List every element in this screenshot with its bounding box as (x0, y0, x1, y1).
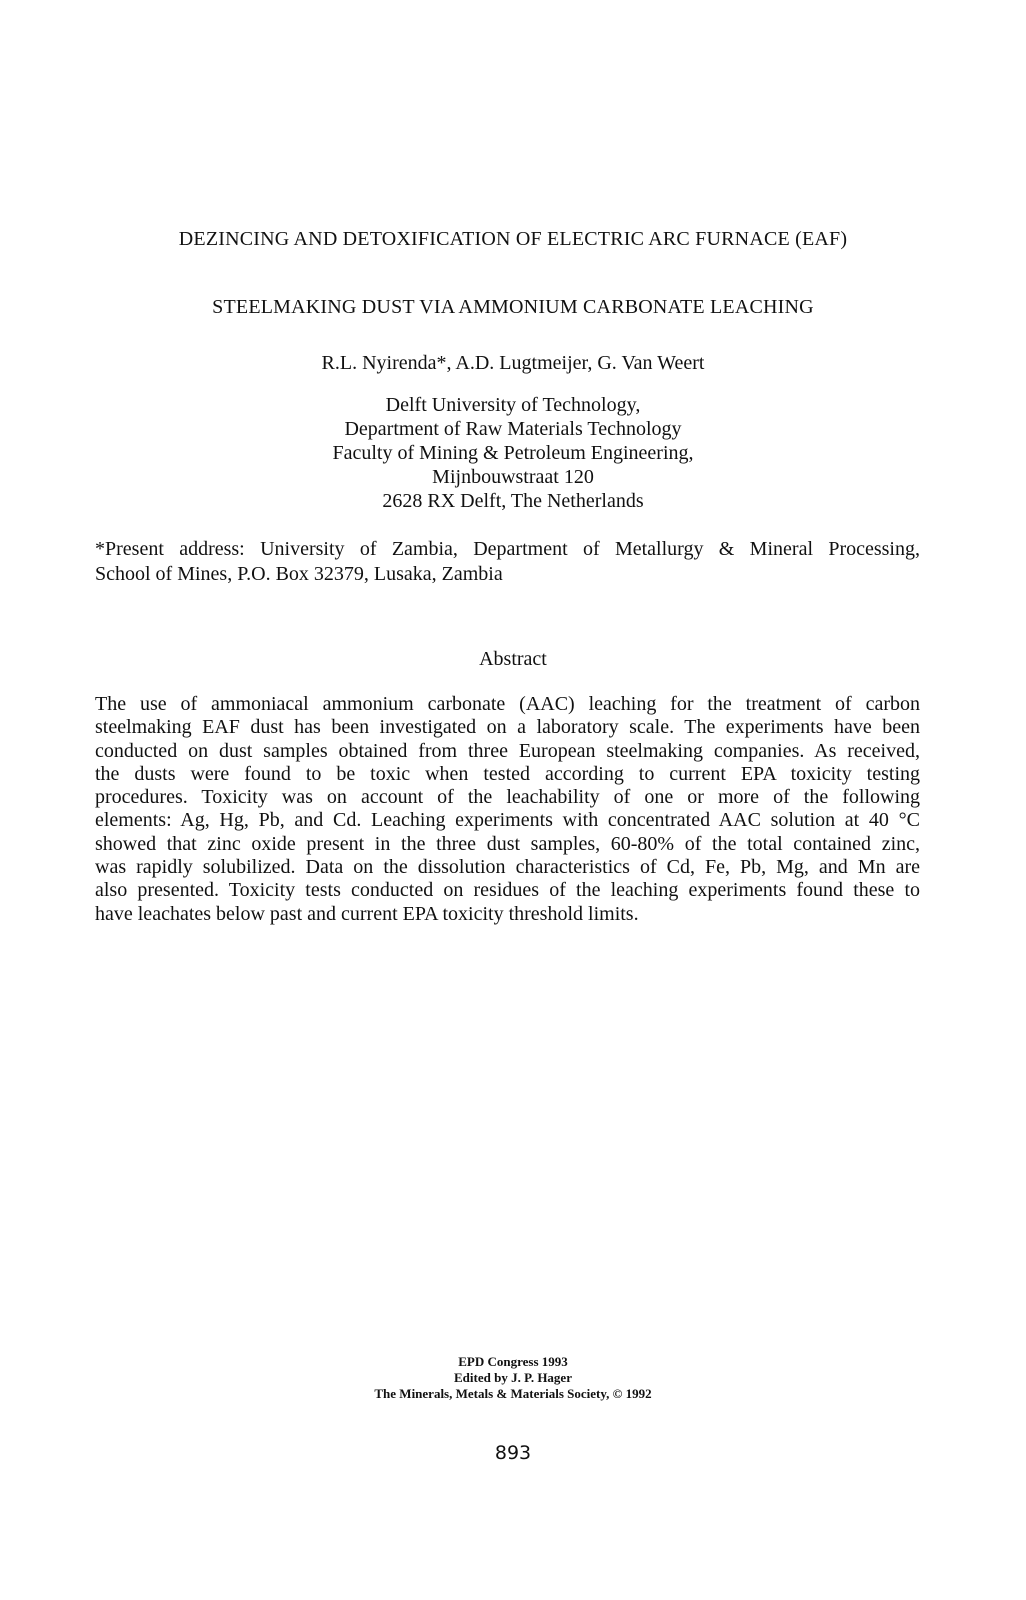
page-number: 893 (494, 1442, 532, 1464)
abstract-line: was rapidly solubilized. Data on the dissolution characteristics of Cd, Fe, Pb, Mg, and Mn are (95, 856, 920, 879)
abstract-line: steelmaking EAF dust has been investigated on a laboratory scale. The experiments have been (95, 716, 920, 739)
abstract-line: also presented. Toxicity tests conducted on residues of the leaching experiments found these to (95, 879, 920, 902)
author-list: R.L. Nyirenda*, A.D. Lugtmeijer, G. Van Weert (321, 352, 705, 374)
present-address-line: *Present address: University of Zambia, Department of Metallurgy & Mineral Processing, (95, 538, 920, 560)
abstract-line: have leachates below past and current EPA toxicity threshold limits. (95, 902, 639, 925)
affiliation-line: Faculty of Mining & Petroleum Engineering, (332, 442, 694, 464)
affiliation-line: Department of Raw Materials Technology (344, 418, 682, 440)
affiliation-line: Delft University of Technology, (385, 394, 641, 416)
abstract-line: elements: Ag, Hg, Pb, and Cd. Leaching experiments with concentrated AAC solution at 40 °C (95, 809, 920, 832)
editor-credit: Edited by J. P. Hager (454, 1370, 572, 1385)
affiliation-line: 2628 RX Delft, The Netherlands (382, 490, 644, 512)
abstract-heading: Abstract (479, 648, 547, 670)
congress-name: EPD Congress 1993 (458, 1354, 568, 1369)
abstract-line: the dusts were found to be toxic when tested according to current EPA toxicity testing (95, 762, 920, 785)
affiliation-block (0, 393, 1026, 513)
title-line-1: DEZINCING AND DETOXIFICATION OF ELECTRIC ARC FURNACE (EAF) (178, 228, 848, 250)
present-address-note (95, 537, 920, 587)
abstract-line: procedures. Toxicity was on account of the leachability of one or more of the following (95, 786, 920, 809)
abstract-body (95, 693, 920, 926)
abstract-line: The use of ammoniacal ammonium carbonate (AAC) leaching for the treatment of carbon (95, 693, 920, 715)
affiliation-line: Mijnbouwstraat 120 (432, 466, 594, 488)
abstract-line: showed that zinc oxide present in the three dust samples, 60-80% of the total contained zinc, (95, 832, 920, 855)
present-address-line: School of Mines, P.O. Box 32379, Lusaka, Zambia (95, 563, 503, 585)
society-copyright: The Minerals, Metals & Materials Society, © 1992 (374, 1386, 652, 1401)
publication-footer (0, 1354, 1026, 1402)
title-line-2: STEELMAKING DUST VIA AMMONIUM CARBONATE LEACHING (212, 296, 814, 318)
abstract-line: conducted on dust samples obtained from three European steelmaking companies. As received, (95, 739, 920, 762)
